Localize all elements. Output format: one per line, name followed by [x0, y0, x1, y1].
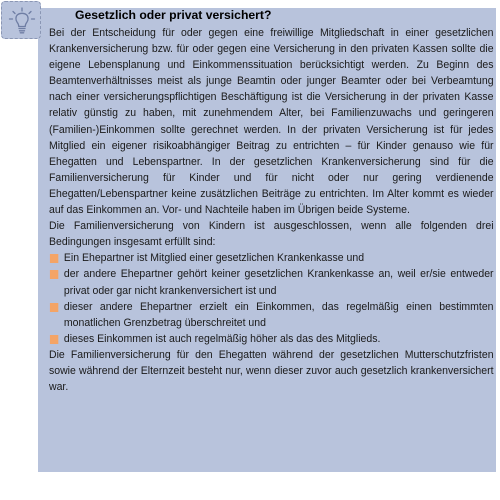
list-item-text: der andere Ehepartner gehört keiner gesetzlichen Krankenkasse an, weil er/sie entweder privat oder gar nicht krankenversichert ist und — [63, 268, 494, 297]
list-item-text: Ein Ehepartner ist Mitglied einer gesetzlichen Krankenkasse und — [63, 252, 365, 265]
bullet-square-icon — [50, 335, 58, 344]
icon-frame — [1, 1, 41, 39]
list-item-text: dieser andere Ehepartner erzielt ein Einkommen, das regelmäßig einen bestimmten monatlichen Grenzbetrag überschreitet und — [63, 300, 494, 329]
paragraph-intro: Bei der Entscheidung für oder gegen eine freiwillige Mitgliedschaft in einer gesetzlichen Krankenversicherung bzw. für oder gegen eine Versicherung in den privaten Kassen sollte die eigene Lebensplanung und Einkommenssituation berücksichtigt werden. Zu Beginn des Beamtenverhältnisses meist als junge Beamtin oder junger Beamter oder bei Verbeamtung nach einer versicherungspflichtigen Beschäftigung ist die Versicherung in der privaten Kasse relativ günstig zu haben, mit zunehmendem Alter, bei Familienzuwachs und geringeren (Familien-)Einkommen sollte gerechnet werden. In der privaten Versicherung ist für jedes Mitglied ein eigener risikoabhängiger Beitrag zu entrichten – für Kinder genauso wie für Ehegatten und Lebenspartner. In der gesetzlichen Krankenversicherung sind für die Familienversicherung für Kinder und für nicht oder nur gering verdienende Ehegatten/Lebenspartner keine zusätzlichen Beiträge zu entrichten. Im Alter kommt es wieder auf das Einkommen an. Vor- und Nachteile haben im Übrigen beide Systeme. — [49, 27, 494, 217]
list-item-text: dieses Einkommen ist auch regelmäßig höher als das des Mitglieds. — [63, 332, 381, 345]
box-content — [49, 25, 494, 395]
condition-list — [49, 250, 494, 347]
list-item — [49, 266, 494, 298]
list-item — [49, 331, 494, 347]
list-item — [49, 299, 494, 331]
bullet-square-icon — [50, 303, 58, 312]
bullet-square-icon — [50, 254, 58, 263]
bullet-square-icon — [50, 270, 58, 279]
list-item — [49, 250, 494, 266]
lightbulb-icon — [7, 6, 37, 36]
paragraph-spouse: Die Familienversicherung für den Ehegatten während der gesetzlichen Mutterschutzfristen sowie während der Elternzeit besteht nur, wenn dieser zuvor auch gesetzlich krankenversichert war. — [49, 348, 494, 394]
paragraph-conditions: Die Familienversicherung von Kindern ist ausgeschlossen, wenn alle folgenden drei Bedingungen insgesamt erfüllt sind: — [49, 220, 494, 249]
box-title: Gesetzlich oder privat versichert? — [75, 8, 272, 22]
